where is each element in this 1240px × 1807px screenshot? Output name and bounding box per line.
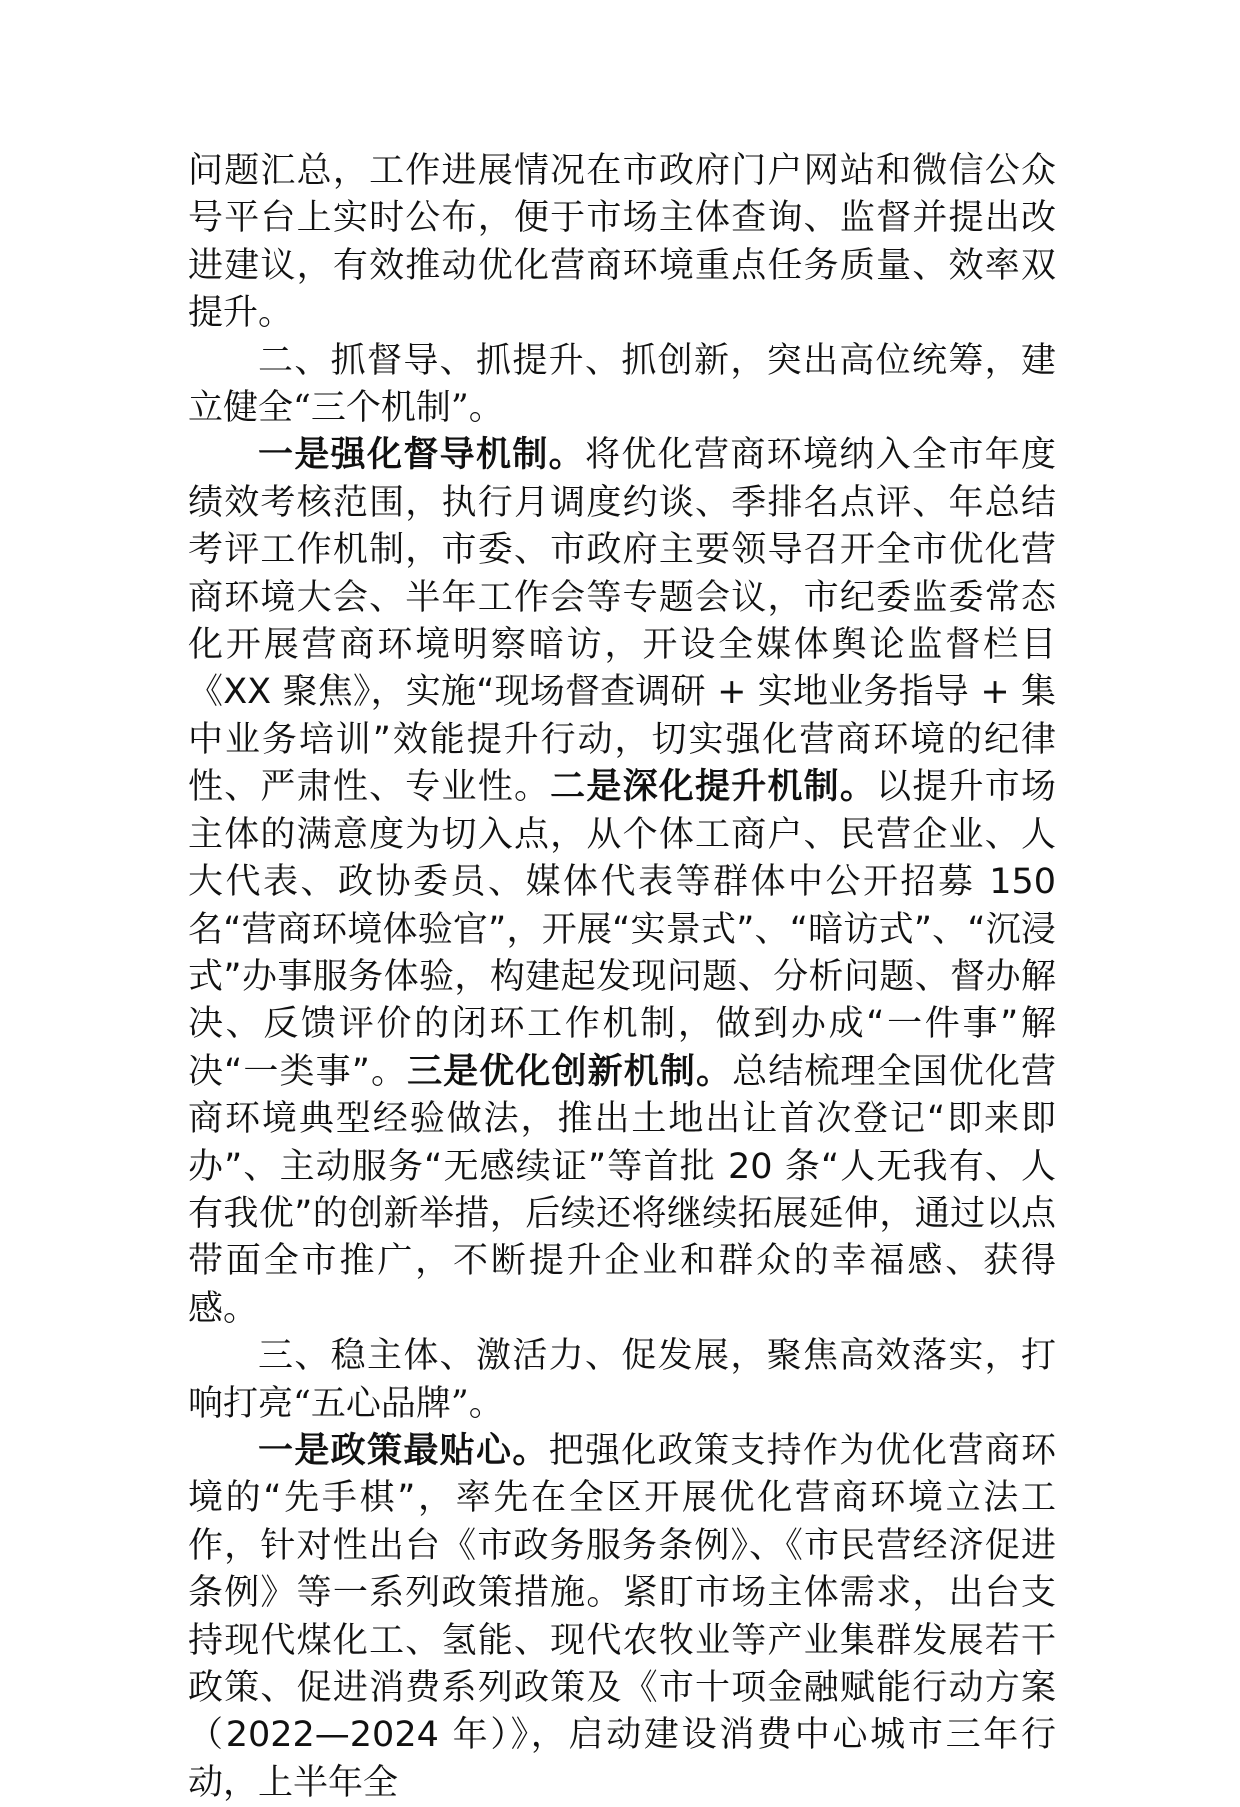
paragraph-three-mechanisms: [188, 432, 1056, 1333]
bold-lead-policy: 一是政策最贴心。: [258, 1430, 549, 1471]
section-heading-three: [188, 1333, 1056, 1428]
bold-lead-supervision: 一是强化督导机制。: [258, 435, 585, 476]
paragraph-five-brands: [188, 1428, 1056, 1807]
bold-lead-innovation: 三是优化创新机制。: [407, 1051, 733, 1092]
body-text: 将优化营商环境纳入全市年度绩效考核范围，执行月调度约谈、季排名点评、年总结考评工作机制，市委、市政府主要领导召开全市优化营商环境大会、半年工作会等专题会议，市纪委监委常态化开展营商环境明察暗访，开设全媒体舆论监督栏目《XX 聚焦》，实施“现场督查调研 + 实地业务指导 + 集中业务培训”效能提升行动，切实强化营商环境的纪律性、严肃性、专业性。: [188, 435, 1056, 808]
section-heading-two: [188, 338, 1056, 433]
paragraph-intro-continuation: [188, 148, 1056, 338]
body-text: 问题汇总，工作进展情况在市政府门户网站和微信公众号平台上实时公布，便于市场主体查询、监督并提出改进建议，有效推动优化营商环境重点任务质量、效率双提升。: [188, 151, 1056, 334]
body-text: 总结梳理全国优化营商环境典型经验做法，推出土地出让首次登记“即来即办”、主动服务“无感续证”等首批 20 条“人无我有、人有我优”的创新举措，后续还将继续拓展延伸，通过以点带面全市推广，不断提升企业和群众的幸福感、获得感。: [188, 1051, 1056, 1329]
bold-lead-improvement: 二是深化提升机制。: [550, 767, 877, 808]
heading-text: 三、稳主体、激活力、促发展，聚焦高效落实，打响打亮“五心品牌”。: [188, 1336, 1056, 1424]
document-body: [188, 148, 1056, 1807]
body-text: 以提升市场主体的满意度为切入点，从个体工商户、民营企业、人大代表、政协委员、媒体代表等群体中公开招募 150 名“营商环境体验官”，开展“实景式”、“暗访式”、“沉浸式”办事服务体验，构建起发现问题、分析问题、督办解决、反馈评价的闭环工作机制，做到办成“一件事”解决“一类事”。: [188, 767, 1056, 1092]
body-text: 把强化政策支持作为优化营商环境的“先手棋”，率先在全区开展优化营商环境立法工作，针对性出台《市政务服务条例》、《市民营经济促进条例》等一系列政策措施。紧盯市场主体需求，出台支持现代煤化工、氢能、现代农牧业等产业集群发展若干政策、促进消费系列政策及《市十项金融赋能行动方案（2022—2024 年）》，启动建设消费中心城市三年行动，上半年全: [188, 1430, 1056, 1803]
heading-text: 二、抓督导、抓提升、抓创新，突出高位统筹，建立健全“三个机制”。: [188, 340, 1056, 429]
